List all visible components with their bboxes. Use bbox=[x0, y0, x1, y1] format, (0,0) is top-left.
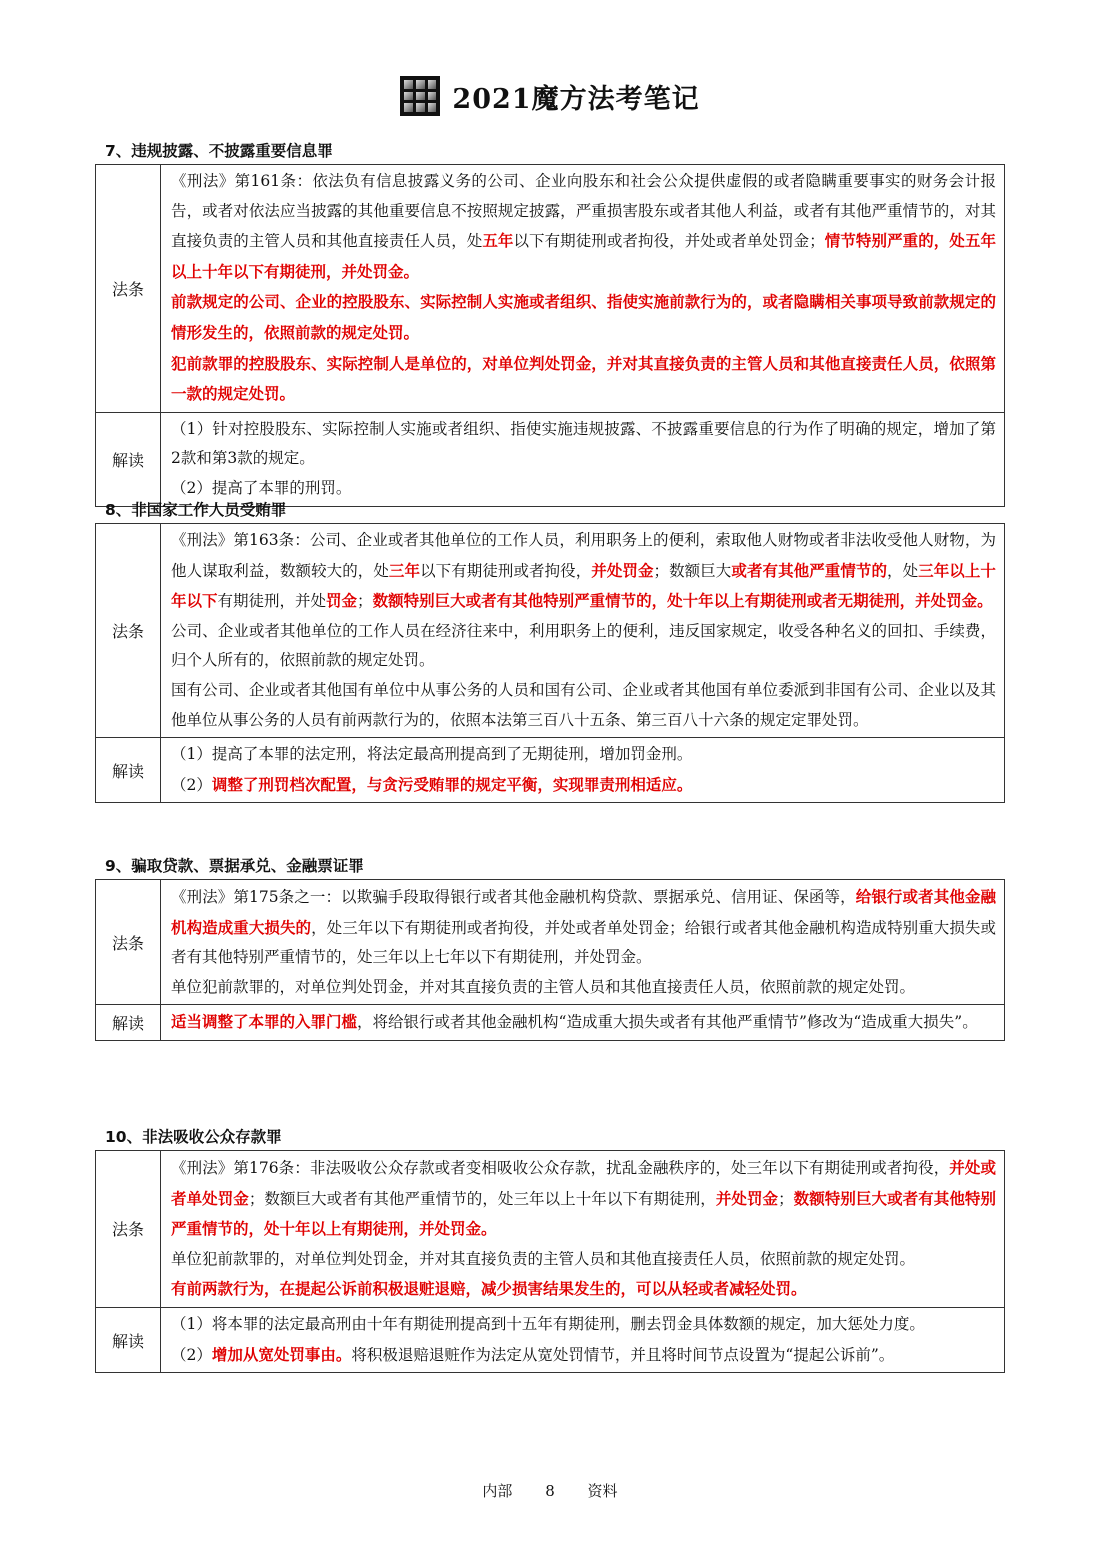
paragraph bbox=[171, 287, 996, 348]
emphasis-text: 并处罚金 bbox=[715, 1188, 779, 1208]
row-content bbox=[161, 738, 1005, 803]
interpretation-row bbox=[96, 738, 1005, 803]
text-run: （2）提高了本罪的刑罚。 bbox=[171, 478, 352, 497]
row-label: 法条 bbox=[96, 165, 161, 413]
emphasis-text: 犯前款罪的控股股东、实际控制人是单位的，对单位判处罚金，并对其直接负责的主管人员和其他直接责任人员，依照第一款的规定处罚。 bbox=[171, 353, 996, 404]
emphasis-text: 并处或者单处罚金 bbox=[171, 1158, 996, 1208]
page-header bbox=[0, 74, 1100, 118]
text-run: 单位犯前款罪的，对单位判处罚金，并对其直接负责的主管人员和其他直接责任人员，依照前款的规定处罚。 bbox=[171, 1249, 916, 1268]
rubiks-cube-icon bbox=[400, 76, 440, 116]
crime-section bbox=[95, 497, 1005, 803]
text-run: 国有公司、企业或者其他国有单位中从事公务的人员和国有公司、企业或者其他国有单位委派到非国有公司、企业以及其他单位从事公务的人员有前两款行为的，依照本法第三百八十五条、第三百八十六条的规定定罪处罚。 bbox=[171, 680, 996, 729]
text-run: ；数额巨大 bbox=[653, 561, 732, 580]
text-run: 《刑法》第176条：非法吸收公众存款或者变相吸收公众存款，扰乱金融秩序的，处三年以下有期徒刑或者拘役， bbox=[171, 1159, 950, 1177]
emphasis-text: 有前两款行为，在提起公诉前积极退赃退赔，减少损害结果发生的，可以从轻或者减轻处罚。 bbox=[171, 1279, 807, 1299]
emphasis-text: 调整了刑罚档次配置，与贪污受贿罪的规定平衡，实现罪责刑相适应。 bbox=[211, 774, 693, 794]
paragraph bbox=[171, 415, 996, 474]
section-table bbox=[95, 1150, 1005, 1373]
law-row bbox=[96, 165, 1005, 413]
emphasis-text: 数额特别巨大或者有其他特别严重情节的，处十年以上有期徒刑或者无期徒刑，并处罚金。 bbox=[372, 591, 993, 611]
interpretation-row bbox=[96, 1005, 1005, 1041]
text-run: ，处 bbox=[887, 561, 919, 580]
row-content bbox=[161, 524, 1005, 738]
row-label: 法条 bbox=[96, 880, 161, 1005]
text-run: ；数额巨大或者有其他严重情节的，处三年以上十年以下有期徒刑， bbox=[248, 1189, 716, 1208]
emphasis-text: 五年 bbox=[482, 231, 514, 251]
emphasis-text: 前款规定的公司、企业的控股股东、实际控制人实施或者组织、指使实施前款行为的，或者隐瞒相关事项导致前款规定的情形发生的，依照前款的规定处罚。 bbox=[171, 292, 996, 342]
text-run: ； bbox=[778, 1189, 794, 1208]
paragraph bbox=[171, 740, 996, 770]
paragraph bbox=[171, 1340, 996, 1371]
row-label: 解读 bbox=[96, 1005, 161, 1041]
text-run: 《刑法》第163条：公司、企业或者其他单位的工作人员，利用职务上的便利，索取他人财物或者非法收受他人财物，为他人谋取利益，数额较大的，处 bbox=[171, 531, 996, 580]
law-row bbox=[96, 524, 1005, 738]
footer-left: 内部 bbox=[482, 1482, 513, 1500]
row-content bbox=[161, 1307, 1005, 1372]
paragraph bbox=[171, 617, 996, 676]
text-run: ，处三年以下有期徒刑或者拘役，并处或者单处罚金；给银行或者其他金融机构造成特别重大损失或者有其他特别严重情节的，处三年以上七年以下有期徒刑，并处罚金。 bbox=[171, 918, 996, 967]
section-title: 8、非国家工作人员受贿罪 bbox=[105, 501, 287, 519]
row-label: 法条 bbox=[96, 1151, 161, 1308]
row-content bbox=[161, 165, 1005, 413]
paragraph bbox=[171, 1274, 996, 1305]
row-label: 法条 bbox=[96, 524, 161, 738]
section-title: 9、骗取贷款、票据承兑、金融票证罪 bbox=[105, 857, 364, 875]
paragraph bbox=[171, 167, 996, 287]
law-row bbox=[96, 1151, 1005, 1308]
row-content bbox=[161, 1005, 1005, 1041]
section-title: 10、非法吸收公众存款罪 bbox=[105, 1128, 282, 1146]
crime-section bbox=[95, 1124, 1005, 1373]
law-row bbox=[96, 880, 1005, 1005]
text-run: 单位犯前款罪的，对单位判处罚金，并对其直接负责的主管人员和其他直接责任人员，依照前款的规定处罚。 bbox=[171, 977, 916, 996]
paragraph bbox=[171, 676, 996, 735]
paragraph bbox=[171, 526, 996, 617]
row-label: 解读 bbox=[96, 412, 161, 506]
section-table bbox=[95, 164, 1005, 507]
crime-section bbox=[95, 138, 1005, 507]
paragraph bbox=[171, 1245, 996, 1275]
footer-right: 资料 bbox=[587, 1482, 618, 1500]
paragraph bbox=[171, 770, 996, 801]
section-title: 7、违规披露、不披露重要信息罪 bbox=[105, 142, 333, 160]
emphasis-text: 增加从宽处罚事由。 bbox=[211, 1344, 352, 1364]
paragraph bbox=[171, 1007, 996, 1038]
emphasis-text: 三年以上十年以下 bbox=[171, 560, 996, 611]
paragraph bbox=[171, 973, 996, 1003]
text-run: 将积极退赔退赃作为法定从宽处罚情节，并且将时间节点设置为“提起公诉前”。 bbox=[351, 1345, 895, 1364]
text-run: 《刑法》第175条之一：以欺骗手段取得银行或者其他金融机构贷款、票据承兑、信用证、保函等， bbox=[171, 888, 856, 906]
emphasis-text: 三年 bbox=[388, 560, 421, 580]
text-run: （1）针对控股股东、实际控制人实施或者组织、指使实施违规披露、不披露重要信息的行为作了明确的规定，增加了第2款和第3款的规定。 bbox=[171, 419, 996, 468]
row-label: 解读 bbox=[96, 1307, 161, 1372]
interpretation-row bbox=[96, 412, 1005, 506]
paragraph bbox=[171, 882, 996, 973]
page-number: 8 bbox=[545, 1482, 555, 1500]
text-run: ； bbox=[357, 592, 373, 611]
text-run: （1）提高了本罪的法定刑，将法定最高刑提高到了无期徒刑，增加罚金刑。 bbox=[171, 745, 693, 764]
text-run: 以下有期徒刑或者拘役， bbox=[420, 561, 592, 580]
text-run: 以下有期徒刑或者拘役，并处或者单处罚金； bbox=[513, 232, 825, 251]
emphasis-text: 罚金 bbox=[326, 591, 358, 611]
page-title: 2021魔方法考笔记 bbox=[452, 83, 700, 115]
section-table bbox=[95, 523, 1005, 803]
page-footer bbox=[0, 1480, 1100, 1501]
crime-section bbox=[95, 853, 1005, 1041]
interpretation-row bbox=[96, 1307, 1005, 1372]
emphasis-text: 或者有其他严重情节的 bbox=[731, 560, 888, 580]
text-run: ，将给银行或者其他金融机构“造成重大损失或者有其他严重情节”修改为“造成重大损失”。 bbox=[357, 1013, 978, 1032]
text-run: 《刑法》第161条：依法负有信息披露义务的公司、企业向股东和社会公众提供虚假的或者隐瞒重要事实的财务会计报告，或者对依法应当披露的其他重要信息不按照规定披露，严重损害股东或者其他人利益，或者有其他严重情节的，对其直接负责的主管人员和其他直接责任人员，处 bbox=[171, 172, 996, 251]
row-content bbox=[161, 412, 1005, 506]
row-content bbox=[161, 880, 1005, 1005]
paragraph bbox=[171, 349, 996, 410]
row-content bbox=[161, 1151, 1005, 1308]
paragraph bbox=[171, 1310, 996, 1340]
emphasis-text: 数额特别巨大或者有其他特别严重情节的，处十年以上有期徒刑，并处罚金。 bbox=[171, 1188, 996, 1239]
row-label: 解读 bbox=[96, 738, 161, 803]
text-run: 公司、企业或者其他单位的工作人员在经济往来中，利用职务上的便利，违反国家规定，收受各种名义的回扣、手续费，归个人所有的，依照前款的规定处罚。 bbox=[171, 621, 996, 670]
section-table bbox=[95, 879, 1005, 1041]
text-run: （2） bbox=[171, 775, 212, 794]
text-run: （1）将本罪的法定最高刑由十年有期徒刑提高到十五年有期徒刑，删去罚金具体数额的规定，加大惩处力度。 bbox=[171, 1314, 925, 1333]
text-run: （2） bbox=[171, 1345, 212, 1364]
emphasis-text: 并处罚金 bbox=[591, 560, 654, 580]
emphasis-text: 给银行或者其他金融机构造成重大损失的 bbox=[171, 887, 996, 937]
emphasis-text: 情节特别严重的，处五年以上十年以下有期徒刑，并处罚金。 bbox=[171, 231, 996, 281]
paragraph bbox=[171, 1153, 996, 1245]
text-run: 有期徒刑，并处 bbox=[217, 592, 327, 611]
emphasis-text: 适当调整了本罪的入罪门槛 bbox=[171, 1012, 358, 1032]
